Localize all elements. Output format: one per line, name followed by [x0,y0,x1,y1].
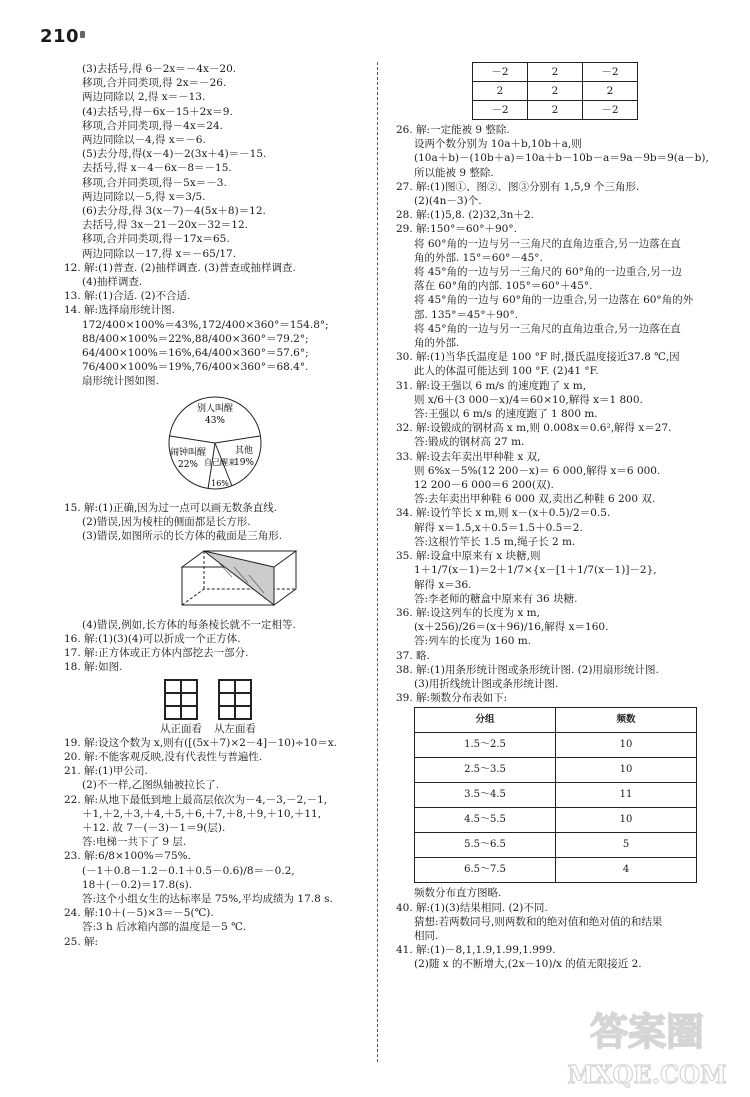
answer-line: (x＋256)/26＝(x＋96)/16,解得 x＝160. [414,621,609,634]
table-row [415,758,697,783]
answer-line: 41. 解:(1)－8,1,1.9,1.99,1.999. [396,944,556,957]
answer-line: 落在 60°角的内部. 105°＝60°＋45°. [414,280,593,293]
answer-line: 扇形统计图如图. [82,375,159,388]
answer-line: 40. 解:(1)(3)结果相同. (2)不同. [396,901,548,914]
answer-line: 15. 解:(1)正确,因为过一点可以画无数条直线. [64,501,278,514]
answer-line: 14. 解:选择扇形统计图. [64,304,175,317]
answer-line: 去括号,得 3x－21－20x－32＝12. [82,219,248,232]
table-cell: 2 [528,82,583,101]
answer-line: (6)去分母,得 3(x－7)－4(5x＋8)＝12. [82,205,266,218]
answer-line: 移项,合并同类项,得－17x＝65. [82,233,230,246]
answer-line: 相同. [414,929,439,942]
answer-line: 频数分布直方图略. [414,887,502,900]
table-cell: －2 [473,101,528,120]
answer-line: 32. 解:设锻成的钢材高 x m,则 0.008x＝0.6²,解得 x＝27. [396,422,672,435]
answer-line: 24. 解:10＋(－5)×3＝－5(℃). [64,907,214,920]
page-number: 210 [40,26,80,47]
pie-percent: 19% [233,457,255,468]
answer-line: 25. 解: [64,935,99,948]
magic-square-table [472,62,638,120]
answer-line: 18. 解:如图. [64,661,123,674]
table-cell: 4 [556,858,697,883]
table-row [415,783,697,808]
three-views-figure [164,679,364,720]
page-marker [80,31,85,38]
answer-line: 19. 解:设这个数为 x,则有([(5x＋7)×2－4]－10)÷10＝x. [64,736,337,749]
answer-line: 12. 解:(1)普查. (2)抽样调查. (3)普查或抽样调查. [64,261,296,274]
answer-line: 移项,合并同类项,得－4x＝24. [82,119,223,132]
answer-line: 答:去年卖出甲种鞋 6 000 双,卖出乙种鞋 6 200 双. [414,493,656,506]
cuboid-svg [174,547,304,609]
answer-line: (4)错误,例如,长方体的每条棱长就不一定相等. [82,618,296,631]
answer-line: 76/400×100%＝19%,76/400×360°＝68.4°. [82,361,309,374]
answer-line: 答:3 h 后冰箱内部的温度是－5 ℃. [82,921,247,934]
table-cell: 11 [556,783,697,808]
answer-line: 172/400×100%＝43%,172/400×360°＝154.8°; [82,318,329,331]
table-cell: 2 [528,101,583,120]
table-cell: 6.5～7.5 [415,858,556,883]
watermark-line-2: MXQE.COM [567,1060,727,1089]
answer-line: 解得 x＝36. [414,578,472,591]
table-cell: －2 [473,63,528,82]
answer-line: 21. 解:(1)甲公司. [64,765,148,778]
answer-line: 将 60°角的一边与另一三角尺的直角边重合,另一边落在直 [414,237,681,250]
answer-line: 17. 解:正方体或正方体内部挖去一部分. [64,647,249,660]
table-cell: 2 [583,82,638,101]
answer-line: 29. 解:150°＝60°＋90°. [396,223,517,236]
answer-line: 39. 解:频数分布表如下: [396,692,508,705]
answer-line: 两边同除以－5,得 x＝3/5. [82,190,206,203]
table-cell: －2 [583,101,638,120]
answer-block-1 [64,62,364,389]
pie-label: 别人叫醒 [196,403,234,414]
answer-line: 猜想:若两数同号,则两数和的绝对值和绝对值的和结果 [414,915,663,928]
table-row [415,808,697,833]
answer-line: (－1＋0.8－1.2－0.1＋0.5－0.6)/8＝－0.2, [82,864,295,877]
cuboid-figure [174,547,364,613]
answer-line: 解得 x＝1.5,x＋0.5＝1.5＋0.5＝2. [414,521,583,534]
table-row [473,63,638,82]
answer-line: 两边同除以－4,得 x＝－6. [82,134,206,147]
answer-line: 移项,合并同类项,得－5x＝－3. [82,176,227,189]
table-cell: 2.5～3.5 [415,758,556,783]
answer-block-5 [396,123,709,705]
answer-line: (10a＋b)－(10b＋a)＝10a＋b－10b－a＝9a－9b＝9(a－b), [414,152,709,165]
answer-line: (5)去分母,得(x－4)－2(3x＋4)＝－15. [82,148,267,161]
table-cell: 4.5～5.5 [415,808,556,833]
answer-line: 35. 解:设盒中原来有 x 块糖,则 [396,550,541,563]
answer-block-6 [396,886,706,971]
table-cell: －2 [583,63,638,82]
answer-line: 将 45°角的一边与 60°角的一边重合,另一边落在 60°角的外 [414,294,694,307]
answer-line: 答:王强以 6 m/s 的速度跑了 1 800 m. [414,408,598,421]
table-cell: 1.5～2.5 [415,733,556,758]
answer-line: 答:锻成的钢材高 27 m. [414,436,525,449]
watermark-line-1: 答案圈 [589,1009,705,1054]
front-view-grid [164,679,198,720]
table-row [473,101,638,120]
answer-line: 将 45°角的一边与另一三角尺的直角边重合,另一边落在直 [414,322,681,335]
table-cell: 3.5～4.5 [415,783,556,808]
table-row [415,733,697,758]
table-row [473,82,638,101]
answer-line: 37. 略. [396,649,430,662]
answer-line: 设两个数分别为 10a＋b,10b＋a,则 [414,138,582,151]
pie-percent: 16% [211,478,229,488]
answer-line: 26. 解:一定能被 9 整除. [396,124,510,136]
answer-line: 则 x/6＋(3 000－x)/4＝60×10,解得 x＝1 800. [414,393,643,406]
answer-line: (3)错误,如图所示的长方体的截面是三角形. [82,530,283,543]
answer-line: 20. 解:不能客观反映,没有代表性与普遍性. [64,750,263,763]
column-divider [377,62,378,1062]
right-column [396,62,709,972]
table-cell: 10 [556,733,697,758]
answer-line: 角的外部. [414,337,460,350]
watermark-logo [562,993,732,1093]
table-cell: 2 [528,63,583,82]
answer-line: (2)随 x 的不断增大,(2x－10)/x 的值无限接近 2. [414,958,642,971]
answer-line: (4)去括号,得－6x－15＋2x＝9. [82,105,233,118]
answer-line: 28. 解:(1)5,8. (2)32,3n＋2. [396,209,534,222]
table-header-row [415,708,697,733]
table-row [415,858,697,883]
answer-line: 答:这根竹竿长 1.5 m,绳子长 2 m. [414,535,576,548]
answer-line: 所以能被 9 整除. [414,166,494,179]
table-cell: 10 [556,758,697,783]
pie-chart [160,393,364,497]
pie-label: 闹钟叫醒 [169,447,207,458]
answer-line: 将 45°角的一边与另一三角尺的 60°角的一边重合,另一边 [414,266,682,279]
frequency-table [414,707,697,883]
answer-line: (3)用折线统计图或条形统计图. [414,677,559,690]
table-cell: 10 [556,808,697,833]
answer-line: 答:电梯一共下了 9 层. [82,836,187,849]
answer-line: (2)错误,因为棱柱的侧面都是长方形. [82,516,251,529]
answer-line: 则 6%x－5%(12 200－x)＝ 6 000,解得 x＝6 000. [414,464,661,477]
pie-percent: 22% [177,459,199,470]
table-header-cell: 频数 [556,708,697,733]
answer-line: (2)(4n－3)个. [414,195,482,208]
pie-percent: 43% [204,415,226,426]
answer-line: (2)不一样,乙图纵轴被拉长了. [82,779,220,792]
answer-line: 答:李老师的糖盒中原来有 36 块糖. [414,592,578,605]
answer-block-3 [64,618,364,675]
left-column [64,62,364,949]
answer-line: 13. 解:(1)合适. (2)不合适. [64,290,191,303]
answer-line: 答:这个小组女生的达标率是 75%,平均成绩为 17.8 s. [82,892,333,905]
answer-line: (3)去括号,得 6－2x＝－4x－20. [82,63,237,75]
answer-line: 88/400×100%＝22%,88/400×360°＝79.2°; [82,332,309,345]
answer-line: 16. 解:(1)(3)(4)可以折成一个正方体. [64,632,241,645]
answer-line: 两边同除以－17,得 x＝－65/17. [82,247,237,260]
answer-line: 此人的体温可能达到 100 °F. (2)41 °F. [414,365,599,378]
pie-label: 自己醒来 [204,457,236,467]
answer-block-2 [64,501,364,544]
answer-line: 30. 解:(1)当华氏温度是 100 °F 时,摄氏温度接近37.8 ℃,因 [396,351,680,364]
answer-line: ＋1,＋2,＋3,＋4,＋5,＋6,＋7,＋8,＋9,＋10,＋11, [82,807,322,820]
answer-block-4 [64,736,364,949]
answer-line: 角的外部. 15°＝60°－45°. [414,251,543,264]
answer-line: 两边同除以 2,得 x＝－13. [82,91,206,104]
answer-line: 移项,合并同类项,得 2x＝－26. [82,77,227,90]
answer-line: 18＋(－0.2)＝17.8(s). [82,878,193,891]
answer-line: ＋12. 故 7－(－3)－1＝9(层). [82,821,226,834]
table-cell: 5 [556,833,697,858]
answer-line: 38. 解:(1)用条形统计图或条形统计图. (2)用扇形统计图. [396,663,659,676]
answer-line: 36. 解:设这列车的长度为 x m, [396,606,540,619]
left-view-grid [218,679,252,720]
front-view-caption: 从正面看 [160,722,202,735]
table-cell: 5.5～6.5 [415,833,556,858]
answer-line: 27. 解:(1)图①、图②、图③分别有 1,5,9 个三角形. [396,180,640,193]
answer-line: (4)抽样调查. [82,276,143,289]
answer-line: 34. 解:设竹竿长 x m,则 x－(x＋0.5)/2＝0.5. [396,507,611,520]
answer-line: 部. 135°＝45°＋90°. [414,308,519,321]
answer-line: 31. 解:设王强以 6 m/s 的速度跑了 x m, [396,379,587,392]
pie-label: 其他 [234,445,254,456]
left-view-caption: 从左面看 [214,722,256,735]
answer-line: 去括号,得 x－4－6x－8＝－15. [82,162,232,175]
answer-line: 33. 解:设去年卖出甲种鞋 x 双, [396,450,541,463]
table-header-cell: 分组 [415,708,556,733]
answer-line: 64/400×100%＝16%,64/400×360°＝57.6°; [82,347,309,360]
table-row [415,833,697,858]
table-cell: 2 [473,82,528,101]
answer-line: 23. 解:6/8×100%＝75%. [64,850,191,863]
answer-line: 12 200－6 000＝6 200(双). [414,479,554,492]
answer-line: 1＋1/7(x－1)＝2＋1/7×{x－[1＋1/7(x－1)]－2}, [414,564,657,577]
answer-line: 答:列车的长度为 160 m. [414,635,532,648]
pie-svg [160,393,270,493]
answer-line: 22. 解:从地下最低到地上最高层依次为－4,－3,－2,－1, [64,793,328,806]
